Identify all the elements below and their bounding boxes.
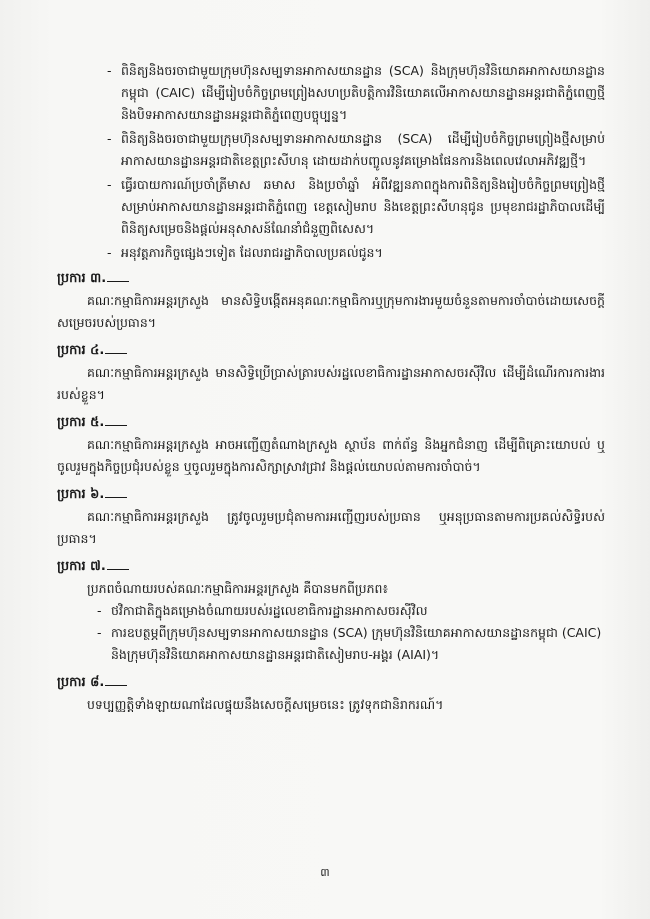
bullet-text: អនុវត្តភារកិច្ចផ្សេងៗទៀត ដែលរាជរដ្ឋាភិបាលប្រគល់ជូន។ bbox=[121, 245, 383, 260]
article-title-text: ប្រការ ៥. bbox=[57, 415, 105, 430]
list-item bbox=[107, 242, 605, 264]
article-body: គណៈកម្មាធិការអន្តរក្រសួង ត្រូវចូលរួមប្រជុំតាមការអញ្ជើញរបស់ប្រធាន ឬអនុប្រធានតាមការប្រគល់សិទ្ធិរបស់ប្រធាន។ bbox=[57, 509, 605, 546]
dash-marker: - bbox=[97, 625, 102, 640]
article-title-text: ប្រការ ៦. bbox=[57, 487, 105, 502]
title-underline bbox=[105, 497, 127, 498]
article-title-text: ប្រការ ៣. bbox=[57, 271, 107, 286]
list-item bbox=[97, 600, 605, 622]
article-title bbox=[57, 412, 605, 434]
article-6 bbox=[57, 484, 605, 550]
dash-marker: - bbox=[97, 603, 102, 618]
article-4 bbox=[57, 340, 605, 406]
article-title bbox=[57, 672, 605, 694]
article-7 bbox=[57, 556, 605, 666]
title-underline bbox=[107, 569, 129, 570]
article-3 bbox=[57, 268, 605, 334]
document-content bbox=[57, 60, 605, 722]
bullet-text: ថវិកាជាតិក្នុងគម្រោងចំណាយរបស់រដ្ឋលេខាធិការដ្ឋានអាកាសចរស៊ីវិល bbox=[111, 603, 428, 618]
bullet-text: ពិនិត្យនិងចរចាជាមួយក្រុមហ៊ុនសម្បទានអាកាសយានដ្ឋាន (SCA) ដើម្បីរៀបចំកិច្ចព្រមព្រៀងថ្មីសម្រាប់អាកាសយានដ្ឋានអន្តរជាតិខេត្តព្រះសីហនុ ដោយដាក់បញ្ចូលនូវគម្រោងផែនការនិងពេលវេលាអភិវឌ្ឍថ្មី។ bbox=[121, 131, 605, 168]
article-title-text: ប្រការ ៤. bbox=[57, 343, 105, 358]
bullet-text: ការឧបត្ថម្ភពីក្រុមហ៊ុនសម្បទានអាកាសយានដ្ឋាន (SCA) ក្រុមហ៊ុនវិនិយោគអាកាសយានដ្ឋានកម្ពុជា (CAIC) និងក្រុមហ៊ុនវិនិយោគអាកាសយានដ្ឋានអន្តរជាតិសៀមរាប-អង្គរ (AIAI)។ bbox=[111, 625, 602, 662]
dash-marker: - bbox=[107, 245, 112, 260]
title-underline bbox=[105, 353, 127, 354]
dash-marker: - bbox=[107, 177, 112, 192]
article-body: គណៈកម្មាធិការអន្តរក្រសួង មានសិទ្ធិប្រើប្រាស់ត្រារបស់រដ្ឋលេខាធិការដ្ឋានអាកាសចរស៊ីវិល ដើម្បីដំណើរការការងាររបស់ខ្លួន។ bbox=[57, 365, 605, 402]
title-underline bbox=[105, 425, 127, 426]
list-item bbox=[107, 174, 605, 240]
title-underline bbox=[105, 685, 127, 686]
dash-marker: - bbox=[107, 131, 112, 146]
bullet-text: ធ្វើរបាយការណ៍ប្រចាំត្រីមាស ឆមាស និងប្រចាំឆ្នាំ អំពីវឌ្ឍនភាពក្នុងការពិនិត្យនិងរៀបចំកិច្ចព្រមព្រៀងថ្មីសម្រាប់អាកាសយានដ្ឋានអន្តរជាតិភ្នំពេញ ខេត្តសៀមរាប និងខេត្តព្រះសីហនុជូន ប្រមុខរាជរដ្ឋាភិបាលដើម្បីពិនិត្យសម្រេចនិងផ្តល់អនុសាសន៍ណែនាំជំនួញពិសេស។ bbox=[121, 177, 605, 236]
article-title bbox=[57, 484, 605, 506]
list-item bbox=[97, 622, 605, 666]
intro-bullet-list bbox=[107, 60, 605, 264]
funding-source-list bbox=[97, 600, 605, 666]
list-item bbox=[107, 128, 605, 172]
article-title-text: ប្រការ ៧. bbox=[57, 559, 106, 574]
article-title bbox=[57, 556, 605, 578]
article-title bbox=[57, 340, 605, 362]
article-body: ប្រភពចំណាយរបស់គណៈកម្មាធិការអន្តរក្រសួង គឺបានមកពីប្រភព៖ bbox=[87, 581, 388, 596]
article-body: គណៈកម្មាធិការអន្តរក្រសួង អាចអញ្ជើញតំណាងក្រសួង ស្ថាប័ន ពាក់ព័ន្ធ និងអ្នកជំនាញ ដើម្បីពិគ្រោះយោបល់ ឬចូលរួមក្នុងកិច្ចប្រជុំរបស់ខ្លួន ឬចូលរួមក្នុងការសិក្សាស្រាវជ្រាវ និងផ្តល់យោបល់តាមការចាំបាច់។ bbox=[57, 437, 605, 474]
article-title-text: ប្រការ ៨. bbox=[57, 675, 105, 690]
article-5 bbox=[57, 412, 605, 478]
list-item bbox=[107, 60, 605, 126]
article-8 bbox=[57, 672, 605, 716]
bullet-text: ពិនិត្យនិងចរចាជាមួយក្រុមហ៊ុនសម្បទានអាកាសយានដ្ឋាន (SCA) និងក្រុមហ៊ុនវិនិយោគអាកាសយានដ្ឋានកម្ពុជា (CAIC) ដើម្បីរៀបចំកិច្ចព្រមព្រៀងសហប្រតិបត្តិការវិនិយោគលើអាកាសយានដ្ឋានអន្តរជាតិភ្នំពេញថ្មី និងបិទអាកាសយានដ្ឋានអន្តរជាតិភ្នំពេញបច្ចុប្បន្ន។ bbox=[121, 63, 605, 122]
article-body: បទប្បញ្ញត្តិទាំងឡាយណាដែលផ្ទុយនឹងសេចក្តីសម្រេចនេះ ត្រូវទុកជានិរាករណ៍។ bbox=[87, 697, 444, 712]
page-number: ៣ bbox=[320, 866, 330, 879]
article-body: គណៈកម្មាធិការអន្តរក្រសួង មានសិទ្ធិបង្កើតអនុគណៈកម្មាធិការឬក្រុមការងារមួយចំនួនតាមការចាំបាច់ដោយសេចក្តីសម្រេចរបស់ប្រធាន។ bbox=[57, 293, 605, 330]
dash-marker: - bbox=[107, 63, 112, 78]
article-title bbox=[57, 268, 605, 290]
title-underline bbox=[107, 281, 129, 282]
